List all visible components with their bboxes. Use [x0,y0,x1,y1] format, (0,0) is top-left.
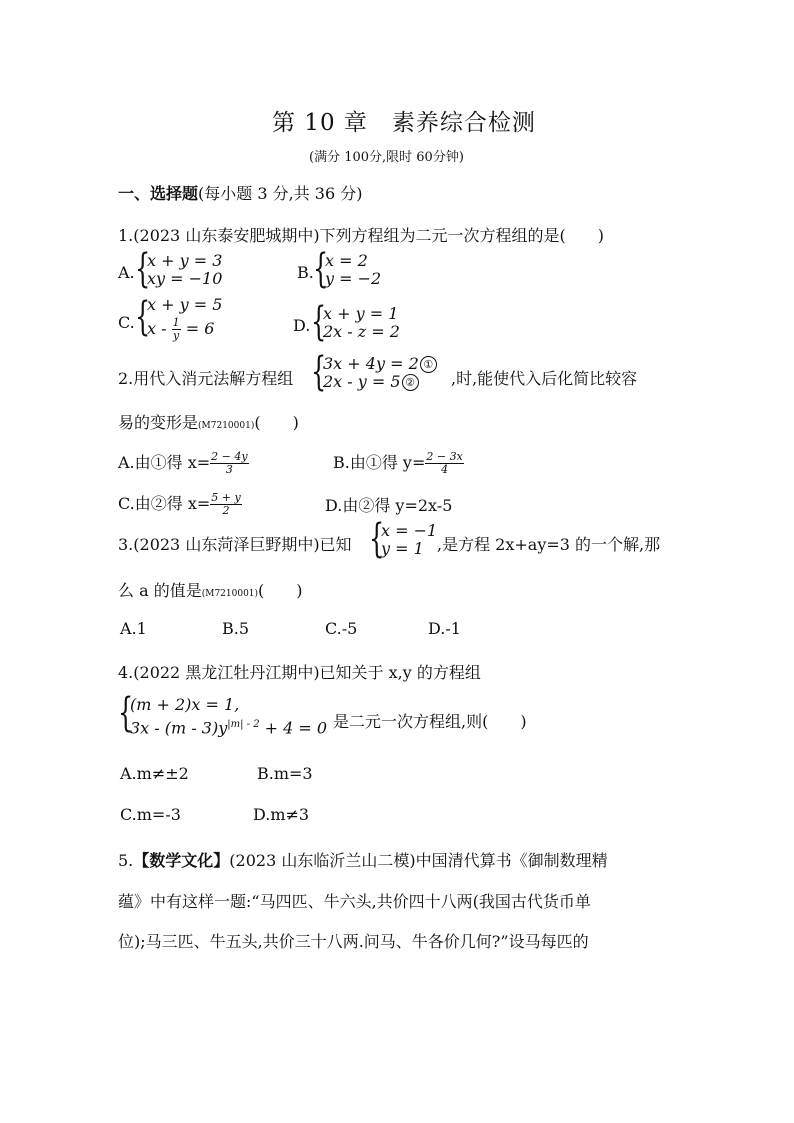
q2-a-text: A.由①得 x= [118,453,211,472]
section-title: 一、选择题 [118,184,199,203]
q5-tag: 【数学文化】 [133,851,230,870]
q1-c-eq1: x + y = 5 [147,295,223,314]
section-heading [118,181,362,204]
q2-b-den: 4 [441,463,449,476]
q2-c-text: C.由②得 x= [118,494,211,513]
q2-eq2-mark: ② [402,374,419,391]
q1-a-eq2: xy = −10 [147,269,223,288]
q4-eq2-pre: 3x - (m - 3)y [130,718,228,738]
q2-eq1-mark: ① [420,356,437,373]
q3-eq1: x = −1 [381,521,438,540]
q4-eq2 [130,715,327,738]
q1-c-eq2-pre: x - [147,319,172,338]
q2-code: (M7210001) [198,421,255,431]
q3-stem-post: ,是方程 2x+ay=3 的一个解,那 [437,535,661,554]
q2-a-fraction [210,451,248,476]
q2-stem-line2-text: 易的变形是 [118,413,199,432]
q1-c-fraction [172,317,181,342]
q2-eq1-row [323,354,437,374]
q4-stem: 4.(2022 黑龙江牡丹江期中)已知关于 x,y 的方程组 [118,663,481,682]
q2-option-c [118,491,242,517]
q4-eq2-exponent: |m| - 2 [227,719,260,730]
q5-line1-text: (2023 山东临沂兰山二模)中国清代算书《御制数理精 [229,851,608,870]
q3-option-b: B.5 [222,619,250,638]
q2-b-text: B.由①得 y= [333,453,426,472]
q4-option-d: D.m≠3 [253,805,310,824]
q1-option-d-label: D. [293,316,311,335]
q5-line2: 蕴》中有这样一题:“马四匹、牛六头,共价四十八两(我国古代货币单 [118,892,591,911]
q2-option-d: D.由②得 y=2x-5 [325,496,453,515]
q4-option-c: C.m=-3 [120,805,181,824]
section-note: (每小题 3 分,共 36 分) [198,184,363,203]
page-title: 第 10 章 素养综合检测 [272,110,536,136]
q1-option-c-label: C. [118,313,135,332]
q2-paren: ( ) [254,413,299,432]
q2-c-fraction [210,492,241,517]
q2-eq2-row [323,372,419,392]
q1-c-eq2 [147,317,214,342]
q2-stem-pre: 2.用代入消元法解方程组 [118,369,294,388]
q1-d-eq1: x + y = 1 [323,304,399,323]
q2-c-num: 5 + y [211,491,241,504]
q3-option-a: A.1 [120,619,147,638]
q2-eq1: 3x + 4y = 2 [323,354,419,373]
q2-stem-post: ,时,能使代入后化简比较容 [451,369,638,388]
q5-line3: 位);马三匹、牛五头,共价三十八两.问马、牛各价几何?”设马每匹的 [118,932,589,951]
page-subtitle: (满分 100分,限时 60分钟) [309,150,464,165]
q1-c-frac-den: y [173,329,180,342]
q3-code: (M7210001) [201,589,259,599]
q4-option-b: B.m=3 [257,764,313,783]
q1-c-eq2-post: = 6 [180,319,215,338]
q2-a-den: 3 [225,463,233,476]
q2-b-num: 2 − 3x [426,450,463,463]
q2-c-den: 2 [222,504,230,517]
q2-a-num: 2 − 4y [211,450,248,463]
q2-eq2: 2x - y = 5 [323,372,401,391]
q3-paren: ( ) [258,581,303,600]
q1-option-a-label: A. [118,263,135,282]
q4-stem-post: 是二元一次方程组,则( ) [333,712,527,731]
q4-eq2-post: + 4 = 0 [259,718,328,738]
q5-line1 [118,848,608,871]
q2-stem-line2 [118,410,299,433]
q1-b-eq2: y = −2 [325,269,382,288]
q1-b-eq1: x = 2 [325,251,368,270]
q4-eq1: (m + 2)x = 1, [130,695,240,714]
q2-option-b [333,450,464,476]
q3-stem-line2 [118,578,303,601]
q1-stem: 1.(2023 山东泰安肥城期中)下列方程组为二元一次方程组的是( ) [118,226,605,245]
q2-option-a [118,450,249,476]
q2-b-fraction [425,451,463,476]
q5-number: 5. [118,851,134,870]
q3-stem-line2-text: 么 a 的值是 [118,581,202,600]
q1-option-b-label: B. [297,263,314,282]
q3-option-c: C.-5 [325,619,358,638]
q1-d-eq2: 2x - z = 2 [323,322,400,341]
q4-option-a: A.m≠±2 [120,764,189,783]
q1-a-eq1: x + y = 3 [147,251,223,270]
q3-stem-pre: 3.(2023 山东菏泽巨野期中)已知 [118,535,352,554]
q3-eq2: y = 1 [381,539,424,558]
q3-option-d: D.-1 [428,619,461,638]
q1-c-frac-num: 1 [172,316,180,329]
